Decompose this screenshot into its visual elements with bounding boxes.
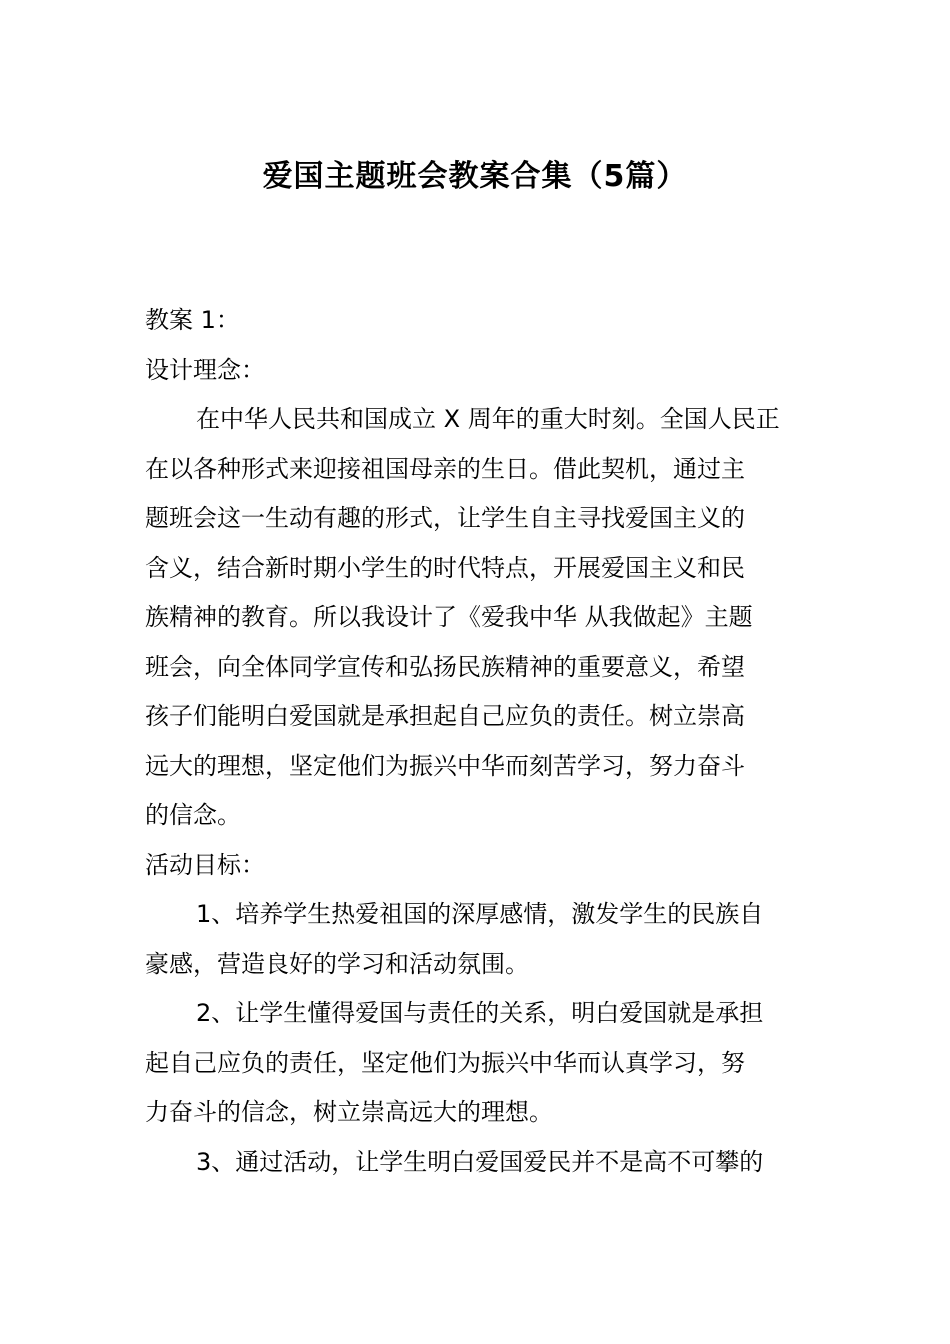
list-item-line: 力奋斗的信念，树立崇高远大的理想。 <box>145 1098 553 1126</box>
paragraph-line: 族精神的教育。所以我设计了《爱我中华 从我做起》主题 <box>145 603 753 631</box>
paragraph-line: 远大的理想，坚定他们为振兴中华而刻苦学习，努力奋斗 <box>145 751 745 780</box>
list-item-line: 2、让学生懂得爱国与责任的关系，明白爱国就是承担 <box>196 999 764 1027</box>
list-item-line: 豪感，营造良好的学习和活动氛围。 <box>145 949 529 978</box>
paragraph-line: 班会，向全体同学宣传和弘扬民族精神的重要意义，希望 <box>145 652 745 681</box>
paragraph-line: 在以各种形式来迎接祖国母亲的生日。借此契机，通过主 <box>145 454 745 483</box>
list-item-line: 1、培养学生热爱祖国的深厚感情，激发学生的民族自 <box>196 900 764 928</box>
paragraph-line: 的信念。 <box>145 801 241 829</box>
list-item-line: 3、通过活动，让学生明白爱国爱民并不是高不可攀的 <box>196 1147 764 1176</box>
section-heading: 教案 1： <box>145 306 240 334</box>
list-item-line: 起自己应负的责任，坚定他们为振兴中华而认真学习，努 <box>145 1048 745 1077</box>
subsection-heading: 活动目标： <box>145 850 265 879</box>
paragraph-line: 含义，结合新时期小学生的时代特点，开展爱国主义和民 <box>145 553 745 582</box>
document-body <box>145 296 807 1187</box>
document-title: 爱国主题班会教案合集（5篇） <box>262 159 688 194</box>
subsection-heading: 设计理念： <box>145 355 265 384</box>
paragraph-line: 在中华人民共和国成立 X 周年的重大时刻。全国人民正 <box>196 405 780 433</box>
paragraph-line: 孩子们能明白爱国就是承担起自己应负的责任。树立崇高 <box>145 702 745 730</box>
paragraph-line: 题班会这一生动有趣的形式，让学生自主寻找爱国主义的 <box>145 504 745 532</box>
